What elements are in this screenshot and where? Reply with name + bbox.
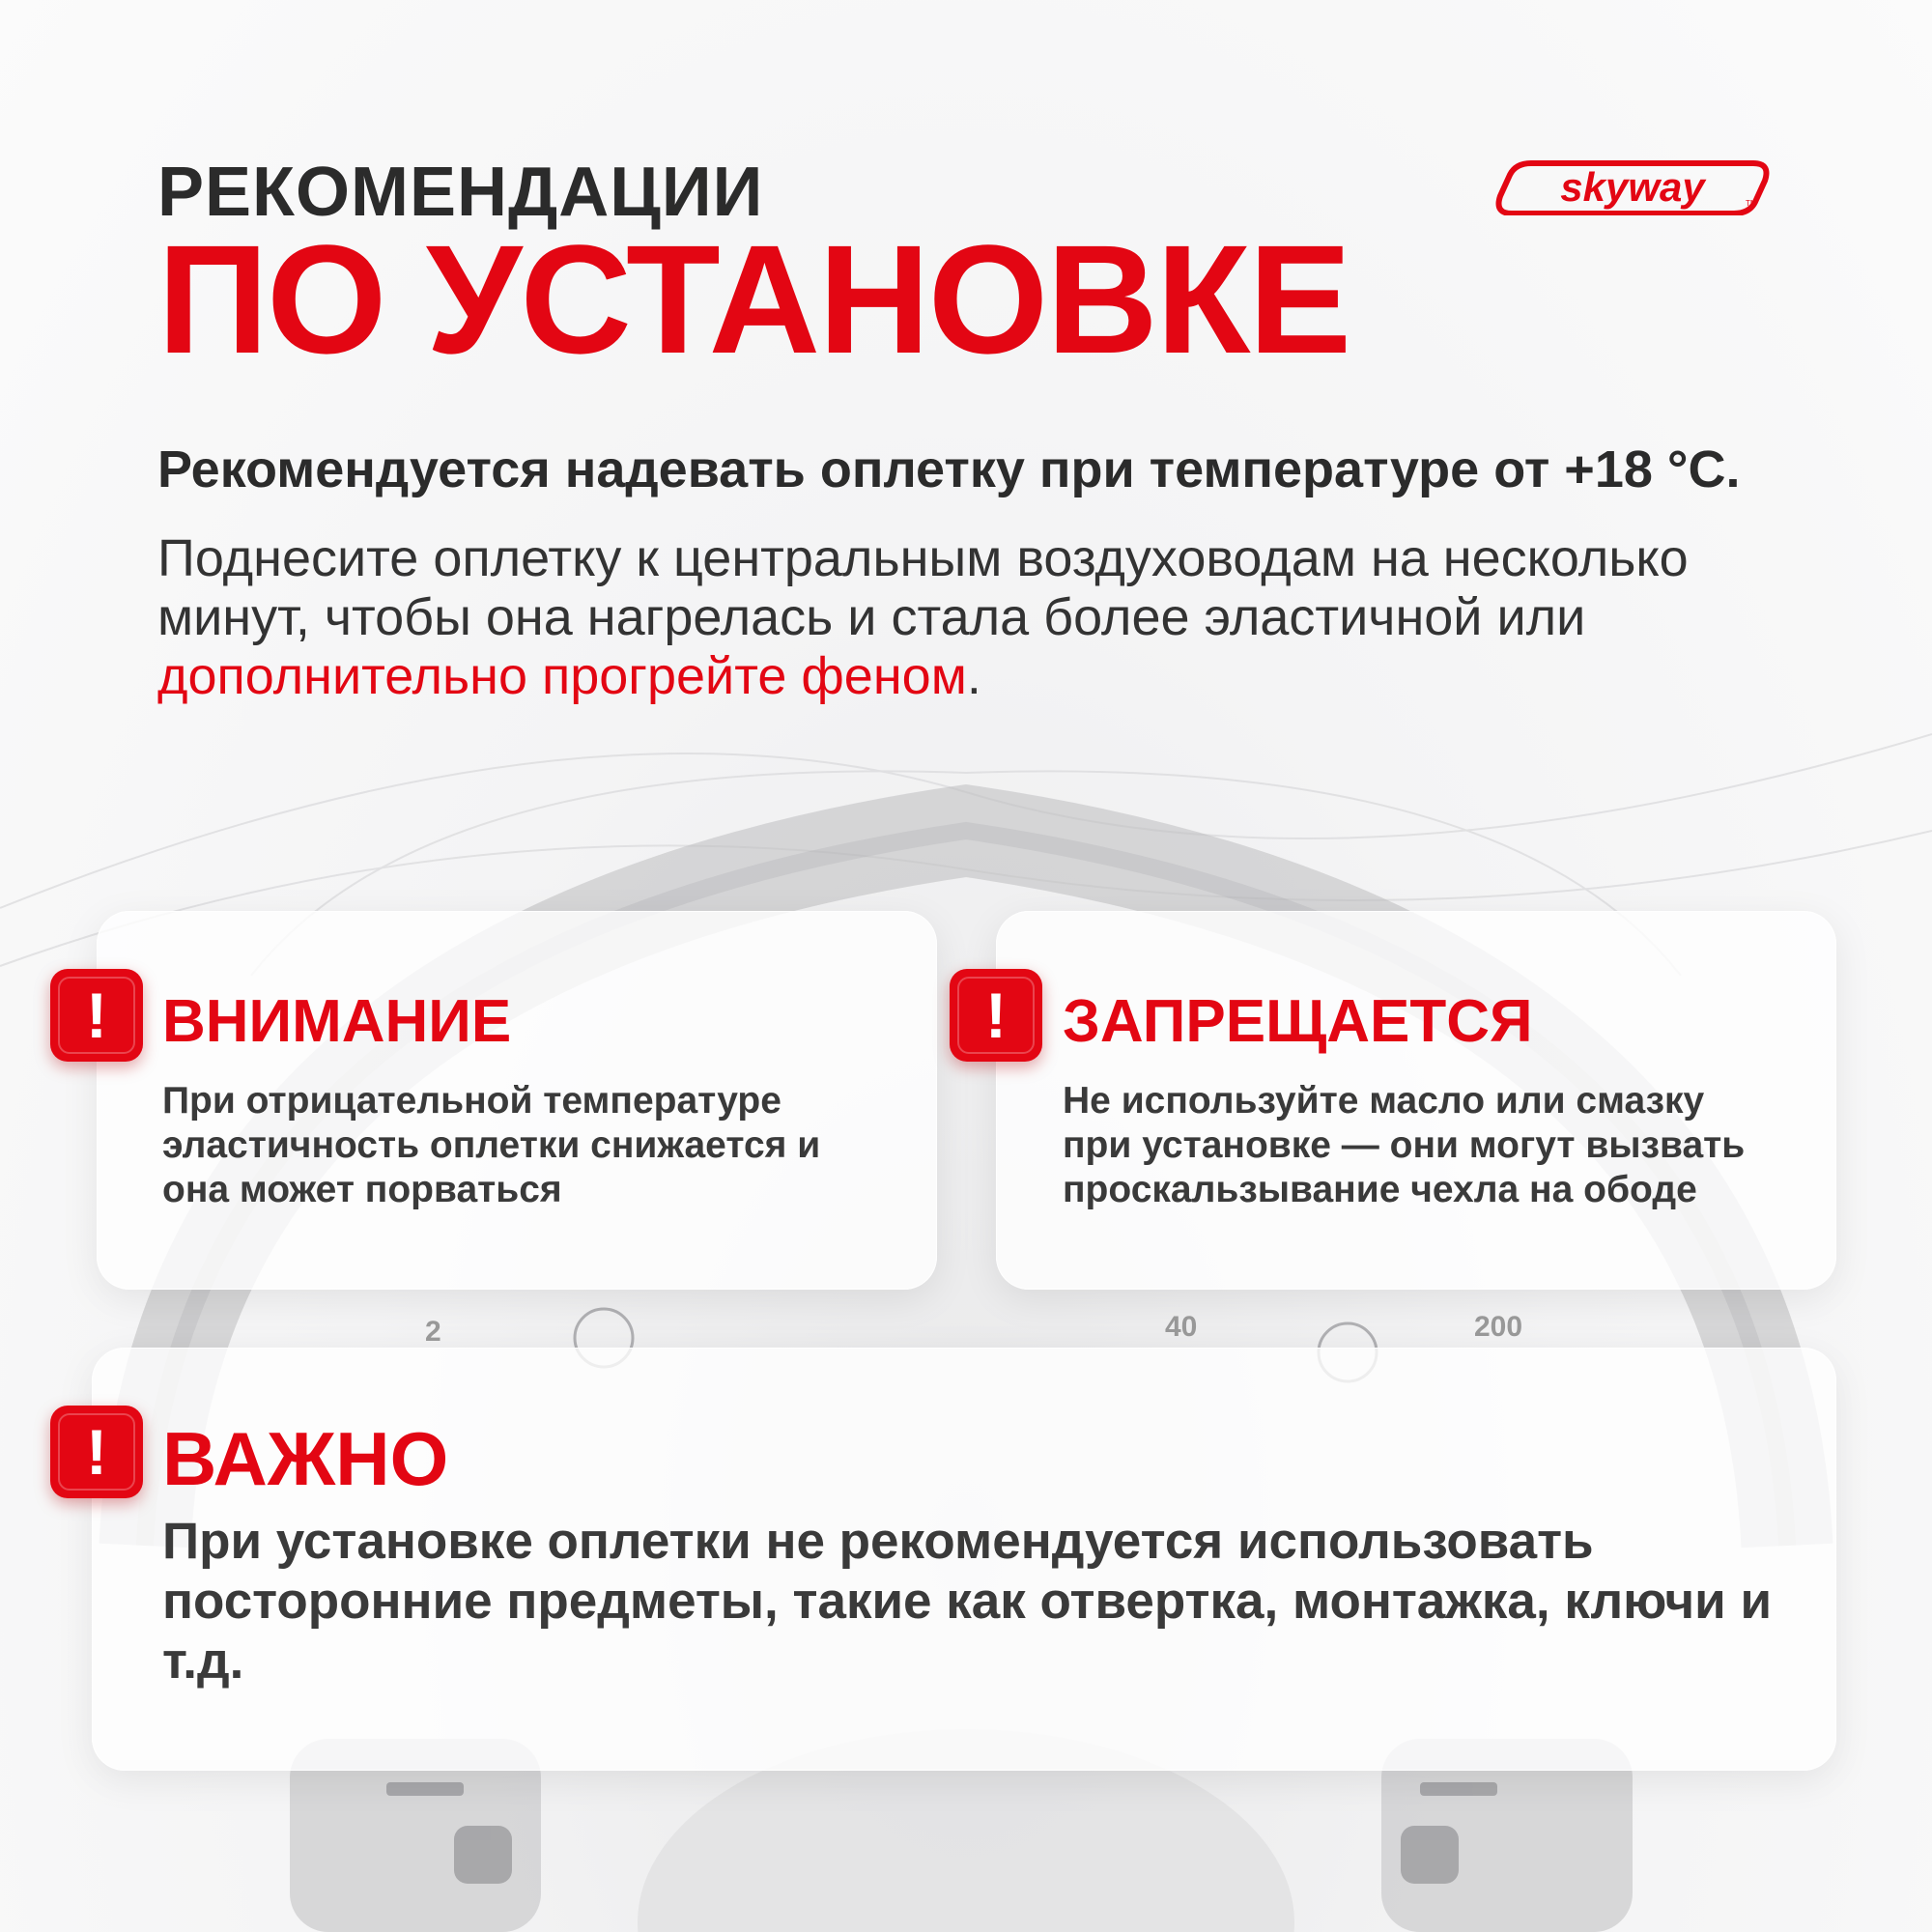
gauge-label-center: 40 bbox=[1165, 1311, 1198, 1343]
temperature-note: Рекомендуется надевать оплетку при температуре от +18 °C. bbox=[157, 440, 1741, 498]
forbidden-title: ЗАПРЕЩАЕТСЯ bbox=[1063, 988, 1533, 1055]
gauge-label-left: 2 bbox=[425, 1316, 441, 1348]
instruction-text: Поднесите оплетку к центральным воздуховодам на несколько минут, чтобы она нагрелась и стала более эластичной или bbox=[157, 529, 1689, 646]
skyway-logo bbox=[1492, 159, 1773, 215]
instruction-end: . bbox=[966, 647, 981, 705]
instruction-paragraph bbox=[157, 529, 1819, 706]
instruction-accent: дополнительно прогрейте феном bbox=[157, 647, 967, 705]
logo-text: skyway bbox=[1560, 164, 1705, 210]
gauge-label-right: 200 bbox=[1474, 1311, 1523, 1343]
attention-title: ВНИМАНИЕ bbox=[162, 988, 512, 1055]
logo-trademark: TM bbox=[1746, 199, 1757, 208]
important-title: ВАЖНО bbox=[162, 1416, 449, 1501]
page-title-line1: РЕКОМЕНДАЦИИ bbox=[157, 154, 764, 231]
forbidden-text: Не используйте масло или смазку при установке — они могут вызвать проскальзывание чехла на ободе bbox=[1063, 1080, 1746, 1210]
exclamation-icon: ! bbox=[950, 969, 1042, 1062]
exclamation-icon: ! bbox=[50, 969, 143, 1062]
attention-text: При отрицательной температуре эластичность оплетки снижается и она может порваться bbox=[162, 1080, 821, 1210]
exclamation-icon: ! bbox=[50, 1406, 143, 1498]
important-text: При установке оплетки не рекомендуется использовать посторонние предметы, такие как отвертка, монтажка, ключи и т.д. bbox=[162, 1513, 1773, 1690]
page-title-line2: ПО УСТАНОВКЕ bbox=[157, 213, 1350, 385]
